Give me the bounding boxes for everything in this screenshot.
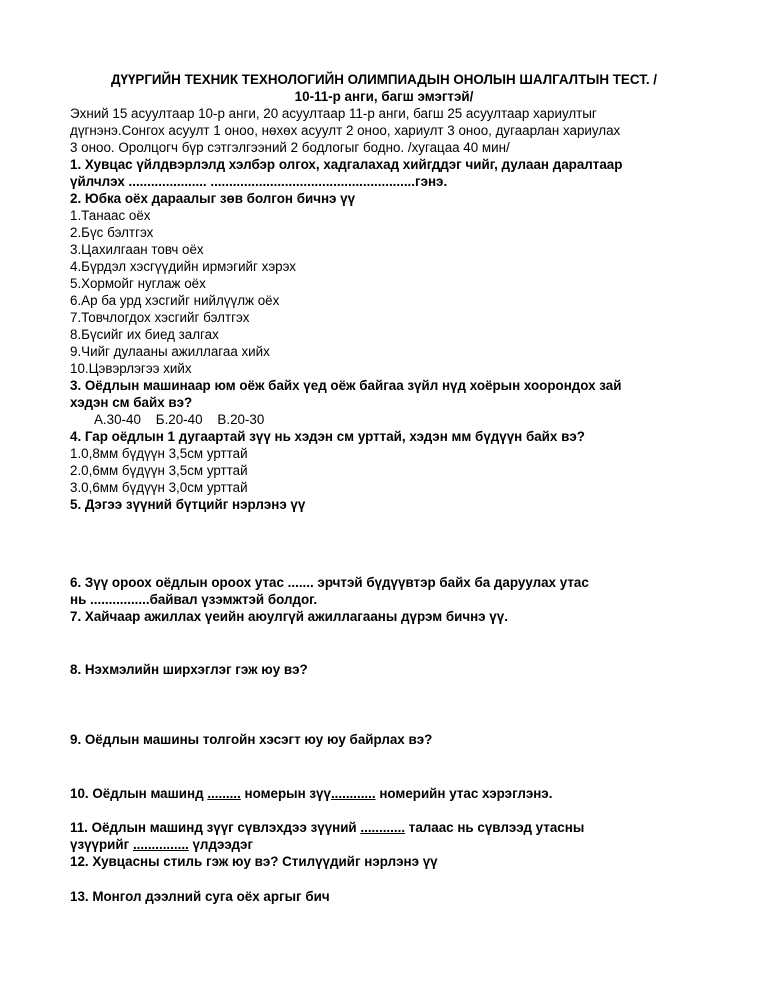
question-2: 2. Юбка оёх дараалыг зөв болгон бичнэ үү (70, 191, 356, 206)
question-12: 12. Хувцасны стиль гэж юу вэ? Стилүүдийг нэрлэнэ үү (70, 854, 438, 869)
question-10 (70, 785, 552, 802)
q11-text-3: үзүүрийг (70, 837, 133, 852)
intro-line-1: Эхний 15 асуултаар 10-р анги, 20 асуултаар 11-р анги, багш 25 асуултаар хариултыг (70, 106, 597, 121)
question-2-item: 8.Бүсийг их биед залгах (70, 327, 219, 342)
question-1-line-2: үйлчлэх ..................... .......................................................гэнэ. (70, 174, 448, 189)
question-6-line-1: 6. Зүү ороох оёдлын ороох утас ....... эрчтэй бүдүүвтэр байх ба даруулах утас (70, 575, 589, 590)
intro-line-3: 3 оноо. Оролцогч бүр сэтгэлгээний 2 бодлогыг бодно. /хугацаа 40 мин/ (70, 140, 510, 155)
question-3-line-2: хэдэн см байх вэ? (70, 395, 193, 410)
question-2-item: 2.Бүс бэлтгэх (70, 225, 154, 240)
title-line-1: ДҮҮРГИЙН ТЕХНИК ТЕХНОЛОГИЙН ОЛИМПИАДЫН ОНОЛЫН ШАЛГАЛТЫН ТЕСТ. / (110, 72, 658, 87)
question-4: 4. Гар оёдлын 1 дугаартай зүү нь хэдэн см урттай, хэдэн мм бүдүүн байх вэ? (70, 429, 585, 444)
question-4-option: 2.0,6мм бүдүүн 3,5см урттай (70, 463, 248, 478)
question-2-item: 10.Цэвэрлэгээ хийх (70, 361, 192, 376)
question-2-item: 1.Танаас оёх (70, 208, 151, 223)
question-2-item: 7.Товчлогдох хэсгийг бэлтгэх (70, 310, 250, 325)
question-1-line-1: 1. Хувцас үйлдвэрлэлд хэлбэр олгох, хадгалахад хийгддэг чийг, дулаан даралтаар (70, 157, 623, 172)
question-4-option: 3.0,6мм бүдүүн 3,0см урттай (70, 480, 248, 495)
question-13: 13. Монгол дээлний суга оёх аргыг бич (70, 889, 330, 904)
q10-blank-2: ............ (330, 786, 376, 801)
question-3-options: А.30-40 Б.20-40 В.20-30 (94, 412, 265, 427)
question-2-item: 6.Ар ба урд хэсгийг нийлүүлж оёх (70, 293, 280, 308)
q11-blank-2: ............... (132, 837, 189, 852)
question-4-option: 1.0,8мм бүдүүн 3,5см урттай (70, 446, 248, 461)
question-2-item: 3.Цахилгаан товч оёх (70, 242, 204, 257)
question-11-line-1 (70, 819, 584, 836)
question-2-item: 5.Хормойг нуглаж оёх (70, 276, 206, 291)
q11-blank-1: ............ (360, 820, 406, 835)
q10-blank-1: ......... (207, 786, 241, 801)
q10-text-1: 10. Оёдлын машинд (70, 786, 208, 801)
question-6-line-2: нь ................байвал үзэмжтэй болдог. (70, 592, 318, 607)
question-3-line-1: 3. Оёдлын машинаар юм оёж байх үед оёж байгаа зүйл нүд хоёрын хоорондох зай (70, 378, 622, 393)
question-7: 7. Хайчаар ажиллах үеийн аюулгүй ажиллагааны дүрэм бичнэ үү. (70, 609, 508, 624)
q10-text-3: номерийн утас хэрэглэнэ. (375, 786, 553, 801)
question-11-line-2 (70, 836, 253, 853)
question-8: 8. Нэхмэлийн ширхэглэг гэж юу вэ? (70, 662, 308, 677)
q11-text-1: 11. Оёдлын машинд зүүг сүвлэхдээ зүүний (70, 820, 361, 835)
q11-text-2: талаас нь сүвлээд утасны (405, 820, 585, 835)
question-5: 5. Дэгээ зүүний бүтцийг нэрлэнэ үү (70, 497, 306, 512)
q11-text-4: үлдээдэг (188, 837, 254, 852)
title-line-2: 10-11-р анги, багш эмэгтэй/ (294, 89, 474, 104)
intro-line-2: дүгнэнэ.Сонгох асуулт 1 оноо, нөхөх асуулт 2 оноо, хариулт 3 оноо, дугаарлан хариулах (70, 123, 621, 138)
question-9: 9. Оёдлын машины толгойн хэсэгт юу юу байрлах вэ? (70, 732, 433, 747)
question-2-item: 4.Бүрдэл хэсгүүдийн ирмэгийг хэрэх (70, 259, 296, 274)
q10-text-2: номерын зүү (240, 786, 331, 801)
question-2-item: 9.Чийг дулааны ажиллагаа хийх (70, 344, 270, 359)
